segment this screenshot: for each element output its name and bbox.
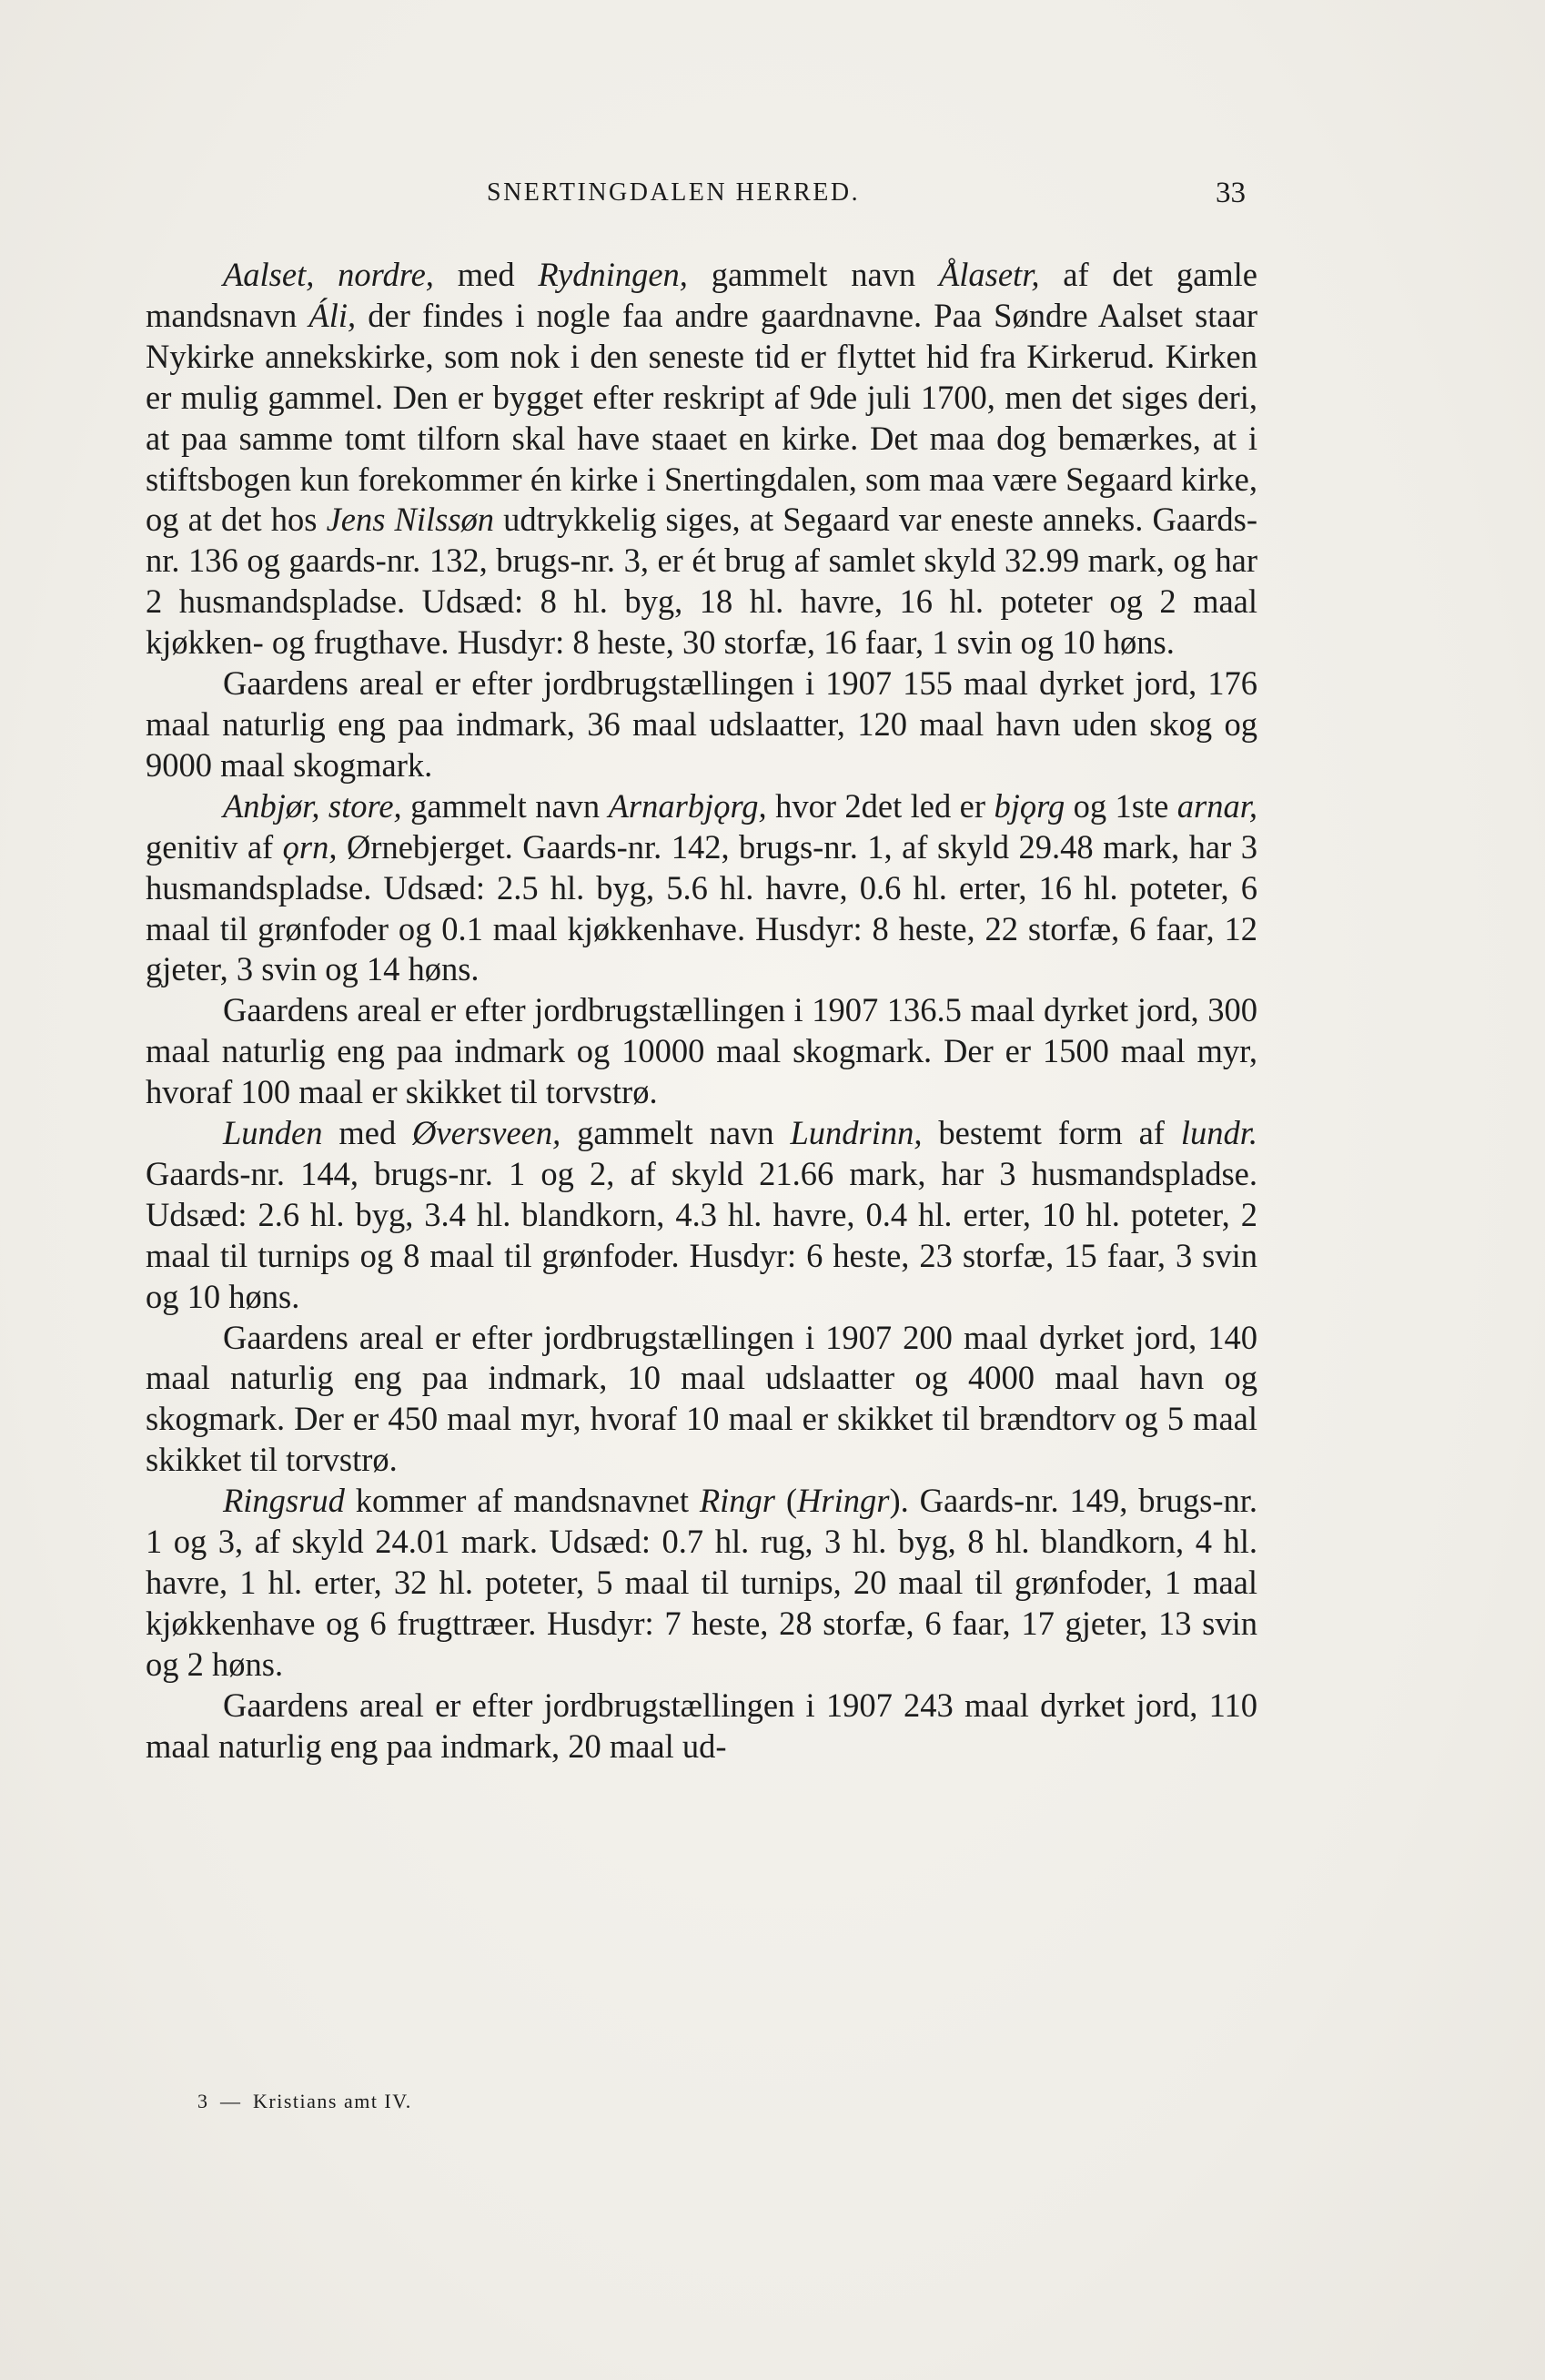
italic-text-run: bjǫrg: [994, 786, 1065, 825]
text-run: kommer af mandsnavnet: [344, 1482, 700, 1520]
text-run: gammelt navn: [401, 786, 609, 825]
italic-text-run: Ålasetr,: [938, 256, 1040, 293]
text-run: ). Gaards-nr. 149, brugs-nr. 1 og 3, af skyld 24.01 mark. Udsæd: 0.7 hl. rug, 3 hl. byg, 8 hl. blandkorn, 4 hl. havre, 1 hl. erter, 32 hl. poteter, 5 maal til turnips, 20 maal til grønfoder, 1 maal kjøkkenhave og 6 frugttræer. Husdyr: 7 heste, 28 storfæ, 6 faar, 17 gjeter, 13 svin og 2 høns.: [146, 1482, 1257, 1683]
text-run: Gaardens areal er efter jordbrugstællingen i 1907 200 maal dyrket jord, 140 maal naturlig eng paa indmark, 10 maal udslaatter og 4000 maal havn og skogmark. Der er 450 maal myr, hvoraf 10 maal er skikket til brændtorv og 5 maal skikket til torvstrø.: [146, 1318, 1257, 1479]
signature-number: 3: [197, 2090, 208, 2112]
italic-text-run: Ringsrud: [223, 1482, 345, 1520]
italic-text-run: Lunden: [223, 1114, 323, 1152]
text-run: Gaardens areal er efter jordbrugstællingen i 1907 243 maal dyrket jord, 110 maal naturlig eng paa indmark, 20 maal ud-: [146, 1686, 1257, 1765]
body-text: [146, 255, 1257, 1767]
signature-dash: —: [220, 2090, 241, 2112]
italic-text-run: Rydningen,: [538, 256, 688, 293]
signature-title: Kristians amt IV.: [253, 2090, 412, 2112]
paragraph: [146, 663, 1257, 786]
text-run: med: [322, 1114, 413, 1152]
paragraph: [146, 990, 1257, 1113]
italic-text-run: ǫrn,: [282, 827, 338, 866]
italic-text-run: lundr.: [1180, 1114, 1258, 1152]
paragraph: [146, 786, 1257, 991]
paragraph: [146, 1318, 1257, 1482]
text-run: gammelt navn: [560, 1114, 791, 1152]
signature-line: [197, 2090, 412, 2113]
italic-text-run: Áli,: [308, 296, 357, 334]
text-run: og 1ste: [1065, 786, 1177, 825]
text-run: gammelt navn: [687, 256, 939, 293]
text-run: hvor 2det led er: [766, 786, 995, 825]
text-run: der findes i nogle faa andre gaardnavne. Paa Søndre Aalset staar Nykirke annekskirke, som nok i den seneste tid er flyttet hid fra Kirkerud. Kirken er mulig gammel. Den er bygget efter reskript af 9de juli 1700, men det siges deri, at paa samme tomt tilforn skal have staaet en kirke. Det maa dog bemærkes, at i stiftsbogen kun forekommer én kirke i Snertingdalen, som maa være Segaard kirke, og at det hos: [146, 296, 1257, 539]
italic-text-run: Øversveen,: [412, 1114, 561, 1152]
italic-text-run: Anbjør, store,: [223, 786, 402, 825]
italic-text-run: Lundrinn,: [790, 1114, 923, 1152]
paragraph: [146, 255, 1257, 663]
text-run: af det gamle mandsnavn: [146, 256, 1257, 334]
paragraph: [146, 1113, 1257, 1318]
paragraph: [146, 1686, 1257, 1767]
text-run: (: [775, 1482, 798, 1520]
page-number: 33: [1216, 177, 1246, 209]
running-title: SNERTINGDALEN HERRED.: [487, 178, 861, 207]
text-run: Ørnebjerget. Gaards-nr. 142, brugs-nr. 1, af skyld 29.48 mark, har 3 husmandspladse. Udsæd: 2.5 hl. byg, 5.6 hl. havre, 0.6 hl. erter, 16 hl. poteter, 6 maal til grønfoder og 0.1 maal kjøkkenhave. Husdyr: 8 heste, 22 storfæ, 6 faar, 12 gjeter, 3 svin og 14 høns.: [146, 827, 1257, 988]
paragraph: [146, 1481, 1257, 1686]
text-run: udtrykkelig siges, at Segaard var eneste anneks. Gaards-nr. 136 og gaards-nr. 132, brugs-nr. 3, er ét brug af samlet skyld 32.99 mark, og har 2 husmandspladse. Udsæd: 8 hl. byg, 18 hl. havre, 16 hl. poteter og 2 maal kjøkken- og frugthave. Husdyr: 8 heste, 30 storfæ, 16 faar, 1 svin og 10 høns.: [146, 501, 1257, 662]
italic-text-run: arnar,: [1176, 786, 1257, 825]
text-run: Gaards-nr. 144, brugs-nr. 1 og 2, af skyld 21.66 mark, har 3 husmandspladse. Udsæd: 2.6 hl. byg, 3.4 hl. blandkorn, 4.3 hl. havre, 0.4 hl. erter, 10 hl. poteter, 2 maal til turnips og 8 maal til grønfoder. Husdyr: 6 heste, 23 storfæ, 15 faar, 3 svin og 10 høns.: [146, 1154, 1257, 1315]
text-run: Gaardens areal er efter jordbrugstællingen i 1907 136.5 maal dyrket jord, 300 maal naturlig eng paa indmark og 10000 maal skogmark. Der er 1500 maal myr, hvoraf 100 maal er skikket til torvstrø.: [146, 991, 1257, 1111]
text-run: med: [433, 256, 539, 293]
italic-text-run: Hringr: [797, 1482, 890, 1520]
italic-text-run: Aalset, nordre,: [223, 256, 434, 293]
text-run: genitiv af: [146, 827, 283, 866]
text-run: bestemt form af: [922, 1114, 1181, 1152]
italic-text-run: Ringr: [699, 1482, 776, 1520]
text-run: Gaardens areal er efter jordbrugstællingen i 1907 155 maal dyrket jord, 176 maal naturlig eng paa indmark, 36 maal udslaatter, 120 maal havn uden skog og 9000 maal skogmark.: [146, 664, 1257, 784]
italic-text-run: Arnarbjǫrg,: [608, 786, 767, 825]
italic-text-run: Jens Nilssøn: [326, 501, 495, 539]
page-header: [0, 178, 1545, 224]
